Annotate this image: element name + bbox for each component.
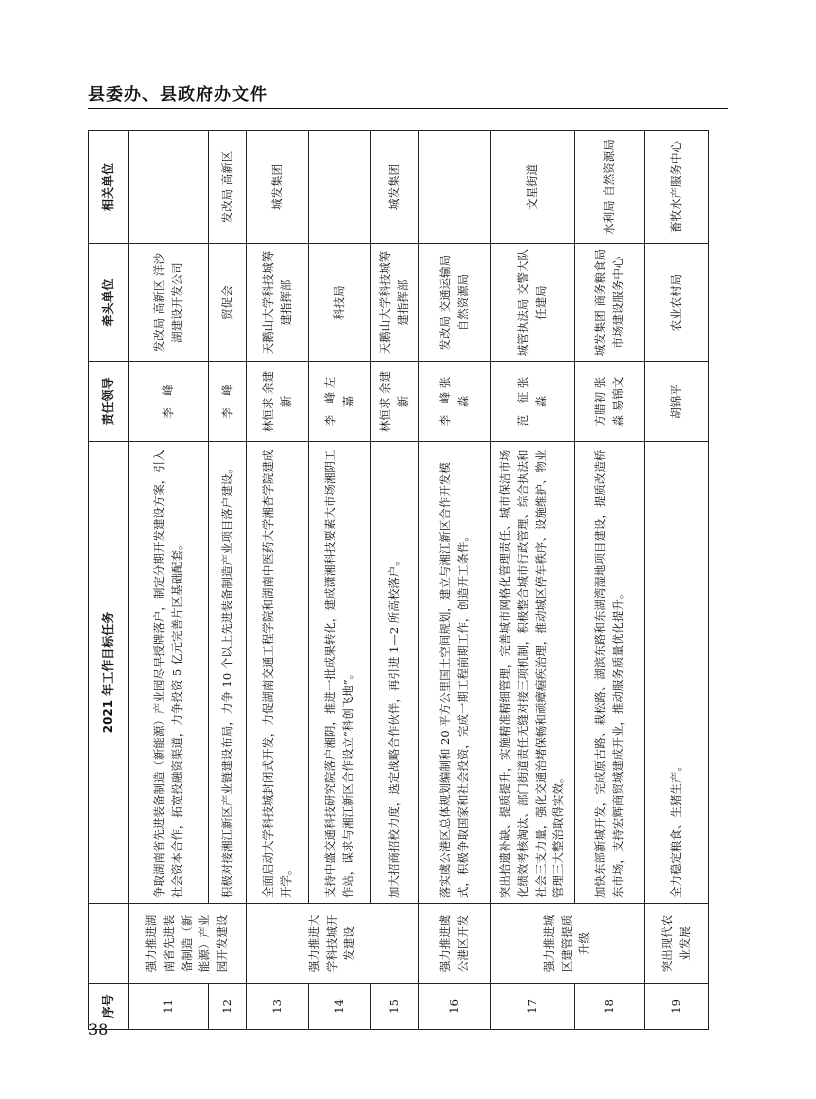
row-lead-unit: 发改局 交通运输局 自然资源局 bbox=[419, 244, 491, 362]
row-related-unit: 水利局 自然资源局 bbox=[575, 131, 645, 244]
row-leader: 范 征 张 淼 bbox=[491, 362, 575, 442]
col-header-no: 序号 bbox=[89, 983, 129, 1029]
row-task: 争取湖南省先进装备制造（新能源）产业园尽早授牌落户，制定分期开发建设方案，引入社会资本合作，拓宽投融资渠道，力争投资 5 亿元完善片区基础配套。 bbox=[129, 441, 209, 903]
row-lead-unit: 城发集团 商务粮食局 市场建设服务中心 bbox=[575, 244, 645, 362]
table-row bbox=[129, 131, 209, 1030]
row-category: 强力推进湖南省先进装备制造（新能源）产业园开发建设 bbox=[129, 904, 247, 984]
row-leader: 方腊初 张 淼 易锦文 bbox=[575, 362, 645, 442]
col-header-lead-unit: 牵头单位 bbox=[89, 244, 129, 362]
col-header-task: 2021 年工作目标任务 bbox=[89, 441, 129, 903]
row-leader: 林恒求 余建新 bbox=[371, 362, 419, 442]
row-category: 强力推进大学科技城开发建设 bbox=[247, 904, 419, 984]
row-task: 支持中盛交通科技研究院落户湘阴，推进一批成果转化，建成潇湘科技要素大市场湘阴工作站，谋求与湘江新区合作设立“科创飞地”。 bbox=[309, 441, 371, 903]
row-lead-unit: 农业农村局 bbox=[645, 244, 709, 362]
row-task: 积极对接湘江新区产业链建设布局，力争 10 个以上先进装备制造产业项目落户建设。 bbox=[209, 441, 247, 903]
row-no: 11 bbox=[129, 983, 209, 1029]
row-lead-unit: 科技局 bbox=[309, 244, 371, 362]
rotated-table-wrapper bbox=[88, 130, 708, 1030]
page-number: 38 bbox=[88, 1020, 109, 1039]
row-lead-unit: 天鹅山大学科技城筹建指挥部 bbox=[371, 244, 419, 362]
row-related-unit: 城发集团 bbox=[247, 131, 309, 244]
col-header-category bbox=[89, 904, 129, 984]
row-lead-unit: 贸促会 bbox=[209, 244, 247, 362]
work-target-table bbox=[88, 130, 709, 1030]
row-no: 19 bbox=[645, 983, 709, 1029]
row-leader: 李 峰 左 嘉 bbox=[309, 362, 371, 442]
row-task: 突出拾遗补缺、提质提升，实施精准精细管理，完善城市网格化管理责任、城市保洁市场化绩效考核淘汰、部门街道责任无缝对接三项机制，积极整合城市行政管理、综合执法和社会三支力量，强化交通治堵保畅和顽瘴痼疾治理，推动城区停车秩序、设施维护、物业管理三大整治取得实效。 bbox=[491, 441, 575, 903]
row-no: 14 bbox=[309, 983, 371, 1029]
table-row bbox=[371, 131, 419, 1030]
row-related-unit: 城发集团 bbox=[371, 131, 419, 244]
table-row bbox=[419, 131, 491, 1030]
row-related-unit: 畜牧水产服务中心 bbox=[645, 131, 709, 244]
col-header-leader: 责任领导 bbox=[89, 362, 129, 442]
document-header: 县委办、县政府办文件 bbox=[88, 85, 268, 105]
table-row bbox=[209, 131, 247, 1030]
row-lead-unit: 城管执法局 交警大队 任建局 bbox=[491, 244, 575, 362]
row-leader: 李 峰 bbox=[209, 362, 247, 442]
row-category: 强力推进城区建管提质升级 bbox=[491, 904, 645, 984]
row-lead-unit: 发改局 高新区 洋沙湖建设开发公司 bbox=[129, 244, 209, 362]
row-no: 17 bbox=[491, 983, 575, 1029]
row-leader: 林恒求 余建新 bbox=[247, 362, 309, 442]
table-row bbox=[575, 131, 645, 1030]
row-related-unit bbox=[309, 131, 371, 244]
row-no: 12 bbox=[209, 983, 247, 1029]
row-no: 18 bbox=[575, 983, 645, 1029]
row-task: 加快东部新城开发，完成原古路、栽松路、湖滨东路和东湖湾湿地项目建设，提质改造桥东市场，支持宏辉商贸城建成开业，推动服务质量优化提升。 bbox=[575, 441, 645, 903]
row-related-unit: 发改局 高新区 bbox=[209, 131, 247, 244]
row-leader: 李 峰 bbox=[129, 362, 209, 442]
table-header-row bbox=[89, 131, 129, 1030]
row-category: 强力推进虞公港区开发 bbox=[419, 904, 491, 984]
row-related-unit bbox=[129, 131, 209, 244]
table-row bbox=[247, 131, 309, 1030]
table-row bbox=[309, 131, 371, 1030]
row-task: 落实虞公港区总体规划编制和 20 平方公里国土空间规划，建立与湘江新区合作开发模式，积极争取国家和社会投资，完成一期工程前期工作，创造开工条件。 bbox=[419, 441, 491, 903]
row-category: 突出现代农业发展 bbox=[645, 904, 709, 984]
row-task: 加大招商招校力度，选定战略合作伙伴，再引进 1—2 所高校落户。 bbox=[371, 441, 419, 903]
table-row bbox=[491, 131, 575, 1030]
row-related-unit bbox=[419, 131, 491, 244]
row-leader: 李 峰 张 淼 bbox=[419, 362, 491, 442]
row-lead-unit: 天鹅山大学科技城筹建指挥部 bbox=[247, 244, 309, 362]
row-task: 全力稳定粮食、生猪生产。 bbox=[645, 441, 709, 903]
row-no: 16 bbox=[419, 983, 491, 1029]
row-task: 全面启动大学科技城封闭式开发，力促湖南交通工程学院和湖南中医药大学湘杏学院建成开学。 bbox=[247, 441, 309, 903]
col-header-related-unit: 相关单位 bbox=[89, 131, 129, 244]
row-no: 13 bbox=[247, 983, 309, 1029]
table-row bbox=[645, 131, 709, 1030]
row-related-unit: 文星街道 bbox=[491, 131, 575, 244]
header-divider bbox=[88, 108, 728, 109]
row-no: 15 bbox=[371, 983, 419, 1029]
row-leader: 胡锦平 bbox=[645, 362, 709, 442]
